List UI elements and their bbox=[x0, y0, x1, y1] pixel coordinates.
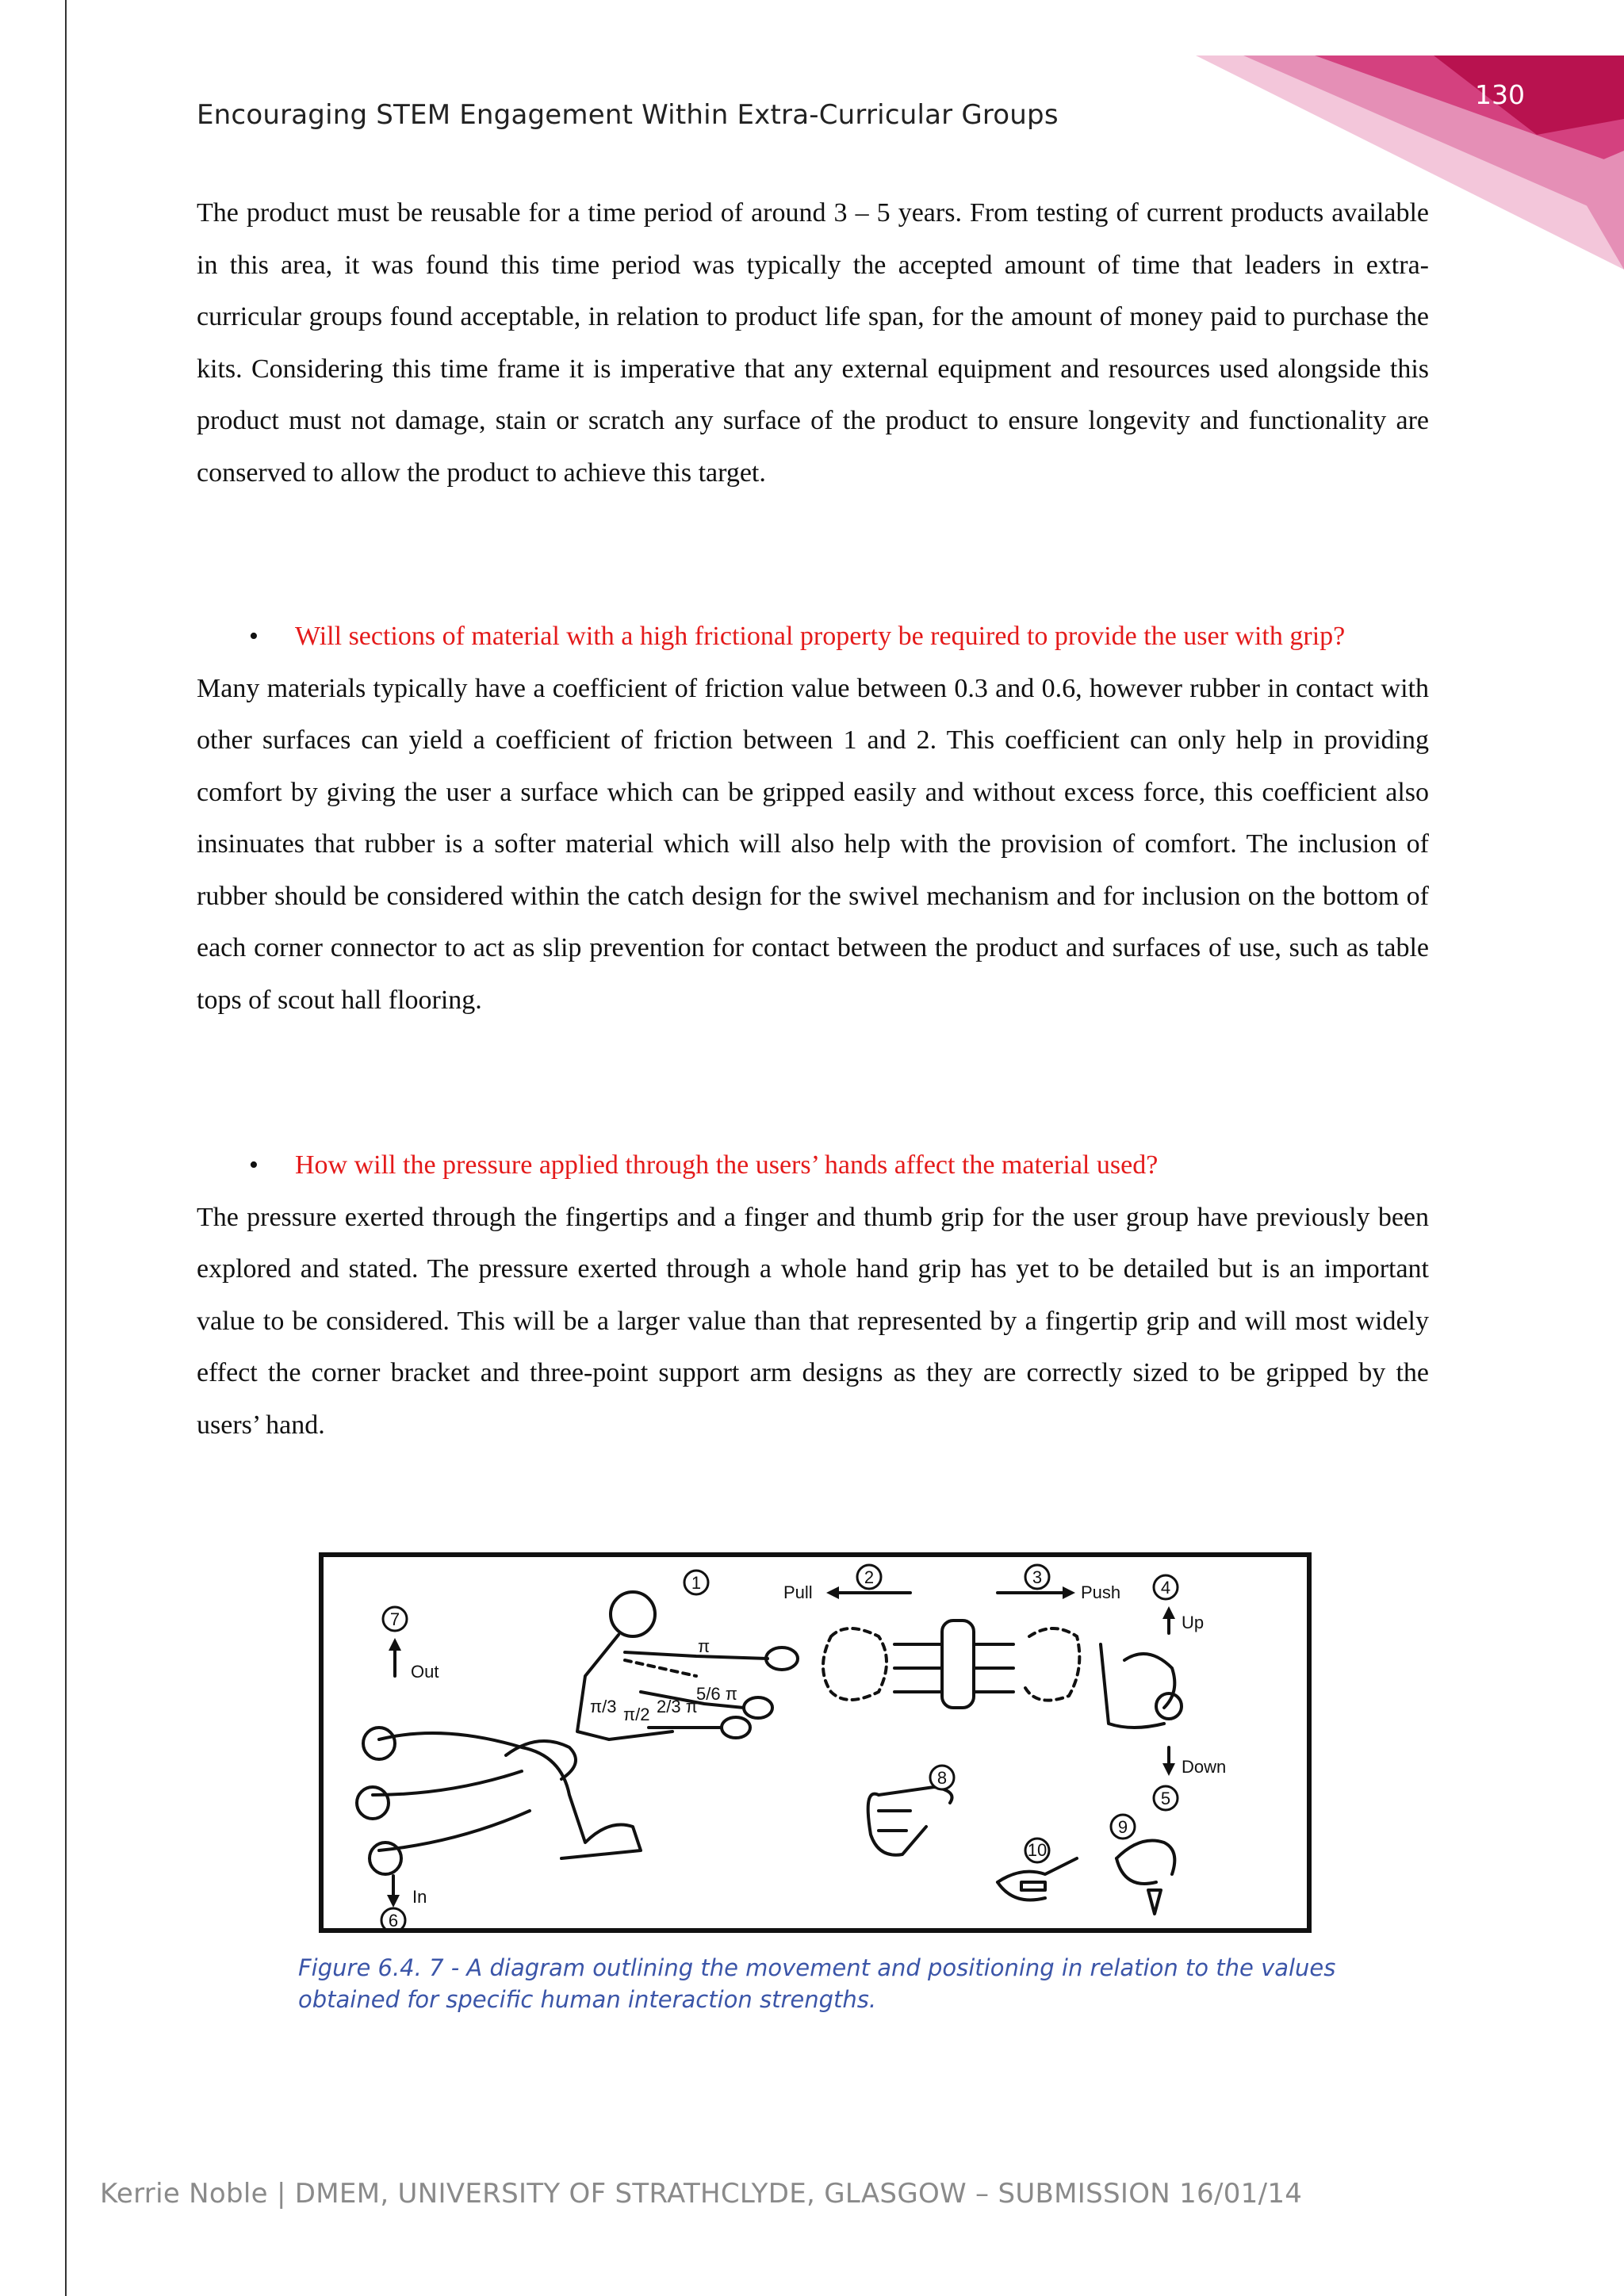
page-margin-line bbox=[65, 0, 67, 2296]
number-6: 6 bbox=[388, 1911, 399, 1928]
down-arrowhead bbox=[1162, 1763, 1175, 1776]
number-9: 9 bbox=[1117, 1817, 1128, 1837]
key-grip-sketch bbox=[998, 1858, 1077, 1900]
angle-label-b: π/2 bbox=[623, 1705, 650, 1724]
number-10: 10 bbox=[1027, 1840, 1048, 1860]
number-3: 3 bbox=[1032, 1567, 1043, 1587]
bullet-question-pressure bbox=[197, 1139, 1429, 1192]
page-number: 130 bbox=[1475, 79, 1525, 110]
out-in-arm-sketch bbox=[357, 1728, 641, 1874]
bullet-question-friction bbox=[197, 610, 1429, 663]
bullet-dot: • bbox=[249, 622, 259, 651]
angle-label-a: π/3 bbox=[590, 1697, 617, 1716]
paragraph-reusability: The product must be reusable for a time period of around 3 – 5 years. From testing of current products available in this area, it was found this time period was typically the accepted amount of time that leaders in extra-curricular groups found acceptable, in relation to product life span, for the amount of money paid to purchase the kits. Considering this time frame it is imperative that any external equipment and resources used alongside this product must not damage, stain or scratch any surface of the product to ensure longevity and functionality are conserved to allow the product to achieve this target. bbox=[197, 198, 1429, 488]
push-arrowhead bbox=[1063, 1586, 1075, 1599]
pull-arrowhead bbox=[826, 1586, 839, 1599]
up-label: Up bbox=[1182, 1613, 1205, 1632]
running-header: Encouraging STEM Engagement Within Extra-Curricular Groups bbox=[197, 99, 1059, 131]
paragraph-friction: Many materials typically have a coefficient of friction value between 0.3 and 0.6, however rubber in contact with other surfaces can yield a coefficient of friction between 1 and 2. This coefficient can only help in providing comfort by giving the user a surface which can be gripped easily and without excess force, this coefficient also insinuates that rubber is a softer material which will also help with the provision of comfort. The inclusion of rubber should be considered within the catch design for the swivel mechanism and for inclusion on the bottom of each corner connector to act as slip prevention for contact between the product and surfaces of use, such as table tops of scout hall flooring. bbox=[197, 673, 1429, 1015]
paragraph-pressure: The pressure exerted through the fingertips and a finger and thumb grip for the user group have previously been explored and stated. The pressure exerted through a whole hand grip has yet to be detailed but is an important value to be considered. This will be a larger value than that represented by a fingertip grip and will most widely effect the corner bracket and three-point support arm designs as they are correctly sized to be gripped by the users’ hand. bbox=[197, 1202, 1429, 1440]
figure-hand-strength-diagram bbox=[319, 1552, 1312, 1933]
angle-pi-label: π bbox=[698, 1636, 710, 1656]
out-label: Out bbox=[411, 1662, 439, 1682]
section-3 bbox=[197, 1139, 1429, 1451]
number-8: 8 bbox=[936, 1768, 948, 1788]
number-7: 7 bbox=[389, 1609, 400, 1629]
number-4: 4 bbox=[1160, 1578, 1171, 1598]
pull-label: Pull bbox=[783, 1582, 813, 1602]
hand-movement-illustration bbox=[324, 1557, 1307, 1928]
up-arrowhead bbox=[1162, 1606, 1175, 1619]
bullet-text: How will the pressure applied through the users’ hands affect the material used? bbox=[295, 1150, 1159, 1180]
number-5: 5 bbox=[1160, 1789, 1171, 1808]
figure-caption: Figure 6.4. 7 - A diagram outlining the movement and positioning in relation to the values obtained for specific human interaction strengths. bbox=[298, 1954, 1336, 2013]
number-2: 2 bbox=[864, 1567, 875, 1587]
out-arrowhead bbox=[389, 1638, 401, 1651]
in-arrowhead bbox=[387, 1895, 400, 1908]
angle-label-c: 2/3 π bbox=[657, 1697, 698, 1716]
angle-label-d: 5/6 π bbox=[696, 1684, 737, 1704]
in-label: In bbox=[412, 1887, 427, 1907]
down-label: Down bbox=[1182, 1757, 1227, 1777]
fingertip-grip-sketch bbox=[1116, 1841, 1174, 1915]
pinch-grip-sketch bbox=[868, 1787, 952, 1855]
push-label: Push bbox=[1081, 1582, 1121, 1602]
section-1 bbox=[197, 187, 1429, 499]
bullet-dot: • bbox=[249, 1150, 259, 1180]
seated-figure-sketch bbox=[577, 1592, 798, 1739]
grip-hands-sketch bbox=[823, 1621, 1079, 1708]
page-footer: Kerrie Noble | DMEM, UNIVERSITY OF STRATHCLYDE, GLASGOW – SUBMISSION 16/01/14 bbox=[100, 2178, 1303, 2210]
bullet-text: Will sections of material with a high frictional property be required to provide the user with grip? bbox=[295, 622, 1346, 651]
number-1: 1 bbox=[691, 1573, 702, 1593]
section-2 bbox=[197, 610, 1429, 1026]
elbow-arm-sketch bbox=[1101, 1644, 1182, 1728]
